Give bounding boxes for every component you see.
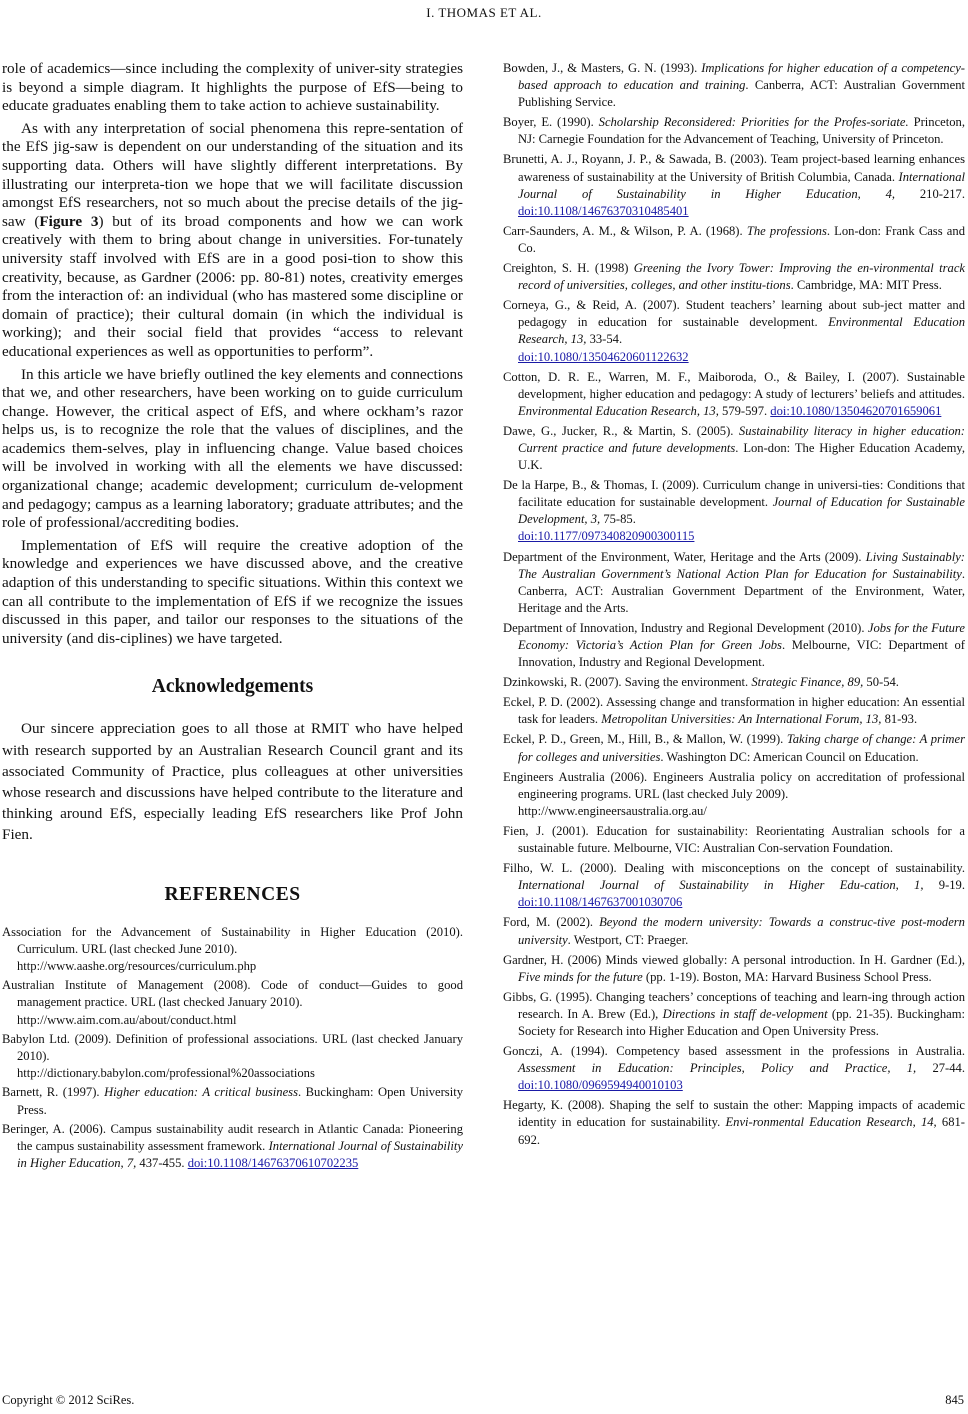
text-run: Journal of Education for Sustainable Development, 3, [518, 495, 965, 527]
text-run: Creighton, S. H. (1998) [503, 261, 634, 276]
text-run: Eckel, P. D. (2002). Assessing change and transformation in higher education: An essential task for leaders. [503, 695, 965, 727]
text-run: Gardner, H. (2006) Minds viewed globally: A personal introduction. In H. Gardner (Ed.), [503, 952, 965, 967]
reference-entry [503, 952, 965, 986]
text-run: Cotton, D. R. E., Warren, M. F., Maiboroda, O., & Bailey, I. (2007). Sustainable development, higher education and pedagogy: A study of lecturers’ beliefs and attitudes. [503, 369, 965, 401]
reference-entry [2, 1121, 463, 1173]
text-run: 681-692. [518, 1115, 965, 1147]
text-run: . Lon-don: The Higher Education Academy, U.K. [518, 440, 965, 473]
text-run: International Journal of Sustainability in Higher Edu-cation, 1, [518, 878, 924, 893]
text-run: International Journal of Sustainability in Higher Education, 4, [518, 169, 965, 201]
text-run: . Cambridge, MA: MIT Press. [790, 278, 942, 293]
reference-url[interactable]: http://www.engineersaustralia.org.au/ [518, 803, 707, 818]
reference-entry [503, 549, 965, 617]
text-run: Sustainability literacy in higher education: Current practice and future developments [518, 423, 966, 455]
text-run: Dawe, G., Jucker, R., & Martin, S. (2005). [503, 423, 739, 438]
reference-entry [503, 731, 965, 765]
text-run: Dzinkowski, R. (2007). Saving the environment. [503, 675, 752, 690]
acknowledgements-text: Our sincere appreciation goes to all those at RMIT who have helped with research supported by an Australian Research Council grant and its associated Community of Practice, plus colleagues at other universities whose research and discussions have helped contribute to the literature and thinking around EfS, especially leading EfS researchers like Prof John Fien. [2, 720, 463, 844]
reference-entry [503, 823, 965, 857]
text-run: Babylon Ltd. (2009). Definition of professional associations. URL (last checked January 2010). [2, 1031, 463, 1064]
text-run: As with any interpretation of social phenomena this repre-sentation of the EfS jig-saw is dependent on our understanding of the situation and its supporting data. Others will have slightly different interpretations. By illustrating our interpreta-tion we hope that we will facilitate discussion amongst EfS researchers, not so much about the precise details of the jig-saw ( [2, 119, 463, 230]
reference-url[interactable]: http://dictionary.babylon.com/professional%20associations [17, 1066, 315, 1081]
text-run: Higher education: A critical business [104, 1085, 298, 1100]
text-run: Fien, J. (2001). Education for sustainability: Reorientating Australian schools for a sustainable future. Melbourne, VIC: Australian Con-servation Foundation. [503, 823, 965, 856]
reference-entry [503, 694, 965, 728]
text-run: . Melbourne, VIC: Department of Innovation, Industry and Regional Development. [518, 638, 965, 670]
reference-url[interactable]: http://www.aim.com.au/about/conduct.html [17, 1012, 237, 1027]
body-paragraph: role of academics—since including the complexity of univer-sity strategies is beyond a simple diagram. It highlights the purpose of EfS—being to educate graduates enabling them to take action to achieve sustainability. [2, 60, 463, 115]
doi-link[interactable]: doi:10.1108/14676370610702235 [187, 1156, 359, 1171]
text-run: 27-44. [916, 1061, 965, 1076]
text-run: Bowden, J., & Masters, G. N. (1993). [503, 61, 702, 75]
reference-entry [503, 769, 965, 820]
text-run: Greening the Ivory Tower: Improving the en-vironmental track record of universities, colleges, and other institu-tions [518, 261, 965, 293]
text-run: Engineers Australia (2006). Engineers Australia policy on accreditation of professional engineering programs. URL (last checked July 2009). [503, 769, 965, 801]
text-run: 9-19. [923, 878, 966, 893]
copyright-footer: Copyright © 2012 SciRes. [2, 1393, 135, 1407]
text-run: Implications for higher education of a competency-based approach to education and training [518, 61, 965, 93]
doi-link[interactable]: doi:10.1108/1467637001030706 [518, 895, 683, 910]
text-run: Carr-Saunders, A. M., & Wilson, P. A. (1968). [503, 223, 747, 238]
text-run: Australian Institute of Management (2008). Code of conduct—Guides to good management practice. URL (last checked January 2010). [2, 978, 463, 1010]
doi-link[interactable]: doi:10.1080/13504620701659061 [770, 403, 942, 418]
text-run: ) but of its broad components and how we can work creatively with them to bring about change in universities. For-tunately university staff involved with EfS are in a good posi-tion to show this creativity, because, as Gardner (2006: pp. 80-81) notes, creativity emerges from the interaction of: an individual (who has mastered some discipline or domain of practice); their cultural domain (in which the individual is working); and their social field that provides “access to relevant educational experiences as well as opportunities to perform”. [2, 212, 463, 360]
reference-entry [503, 423, 965, 474]
figure-reference[interactable]: Figure 3 [39, 212, 99, 230]
text-run: . Washington DC: American Council on Education. [660, 749, 919, 764]
text-run: . Lon-don: Frank Cass and Co. [518, 223, 965, 255]
reference-entry [503, 114, 965, 148]
text-run: Jobs for the Future Economy: Victoria’s Action Plan for Green Jobs [518, 620, 966, 652]
reference-entry [503, 674, 965, 691]
text-run: 81-93. [881, 712, 918, 727]
text-run: Corneya, G., & Reid, A. (2007). Student teachers’ learning about sub-ject matter and pedagogy in education for sustainable development. [503, 298, 965, 330]
reference-entry [503, 60, 965, 111]
reference-entry [2, 1031, 463, 1083]
reference-entry [503, 620, 965, 671]
text-run: 210-217. [895, 186, 965, 201]
body-paragraph: In this article we have briefly outlined the key elements and connections that we, and other researchers, have been working on to guide curriculum change. However, the critical aspect of EfS, and where ockham’s razor helps us, is to recognize the role that the values of disciplines, and the academics them-selves, play in influencing change. Value based choices will be involved in working with all the elements we have discussed: organizational change; academic development; curriculum de-velopment and pedagogy; campus as a learning laboratory; graduate attributes; and the role of professional/accrediting bodies. [2, 365, 463, 532]
text-run: 33-54. [586, 332, 623, 347]
text-run: Princeton, NJ: Carnegie Foundation for the Advancement of Teaching, University of Princeton. [518, 115, 965, 147]
text-run: Metropolitan Universities: An International Forum, 13, [601, 712, 882, 727]
reference-entry [2, 1084, 463, 1118]
text-run: 437-455. [136, 1156, 188, 1171]
text-run: Filho, W. L. (2000). Dealing with misconceptions on the concept of sustainability. [503, 861, 965, 876]
reference-entry [503, 1097, 965, 1148]
text-run: Department of Innovation, Industry and Regional Development (2010). [503, 620, 868, 635]
text-run: 75-85. [600, 512, 636, 527]
reference-entry [503, 297, 965, 365]
text-run: Hegarty, K. (2008). Shaping the self to sustain the other: Mapping impacts of academic identity in education for sustainability. [503, 1098, 965, 1130]
text-run: Gonczi, A. (1994). Competency based assessment in the professions in Australia. [503, 1044, 965, 1059]
text-run: Brunetti, A. J., Royann, J. P., & Sawada, B. (2003). Team project-based learning enhances awareness of sustainability at the University of British Columbia, Canada. [503, 152, 965, 184]
text-run: Living Sustainably: The Australian Government’s National Action Plan for Education for Sustainability [518, 549, 966, 581]
text-run: . Canberra, ACT: Australian Government Department of the Environment, Water, Heritage and the Arts. [518, 566, 965, 615]
text-run: Strategic Finance, 89, [751, 675, 864, 690]
text-run: 50-54. [863, 675, 899, 690]
text-run: . Buckingham: Open University Press. [17, 1085, 464, 1117]
text-run: Gibbs, G. (1995). Changing teachers’ conceptions of teaching and learn-ing through action research. In A. Brew (Ed.), [503, 989, 965, 1021]
reference-entry [503, 477, 965, 545]
reference-entry [503, 223, 965, 257]
text-run: Association for the Advancement of Sustainability in Higher Education (2010). Curriculum. URL (last checked June 2010). [2, 924, 463, 956]
text-run: Assessment in Education: Principles, Policy and Practice, 1, [518, 1061, 917, 1076]
doi-link[interactable]: doi:10.1177/097340820900300115 [518, 529, 695, 544]
text-run: International Journal of Sustainability in Higher Education, 7, [17, 1139, 463, 1171]
text-run: The professions [746, 223, 827, 238]
doi-link[interactable]: doi:10.1080/0969594940010103 [518, 1078, 683, 1093]
text-run: 579-597. [718, 403, 771, 418]
references-heading: REFERENCES [164, 883, 301, 905]
text-run: . Canberra, ACT: Australian Government Publishing Service. [518, 78, 965, 110]
reference-entry [2, 924, 463, 976]
text-run: . Westport, CT: Praeger. [567, 932, 689, 947]
text-run: (pp. 1-19). Boston, MA: Harvard Business School Press. [642, 969, 932, 984]
text-run: Environmental Education Research, 13, [518, 403, 719, 418]
doi-link[interactable]: doi:10.1108/14676370310485401 [518, 203, 689, 218]
text-run: Eckel, P. D., Green, M., Hill, B., & Mallon, W. (1999). [503, 732, 787, 747]
text-run: Ford, M. (2002). [503, 915, 600, 930]
reference-entry [503, 369, 965, 420]
text-run: Environmental Education Research, 13, [518, 315, 965, 347]
text-run: (pp. 21-35). Buckingham: Society for Research into Higher Education and Open University Press. [518, 1006, 966, 1038]
text-run: Directions in staff de-velopment [662, 1006, 828, 1021]
reference-entry [2, 977, 463, 1029]
reference-entry [503, 989, 965, 1040]
text-run: Department of the Environment, Water, Heritage and the Arts (2009). [503, 549, 866, 564]
text-run: Beringer, A. (2006). Campus sustainability audit research in Atlantic Canada: Pioneering the campus sustainability assessment framework. [2, 1121, 463, 1154]
text-run: Five minds for the future [518, 969, 643, 984]
text-run: Beyond the modern university: Towards a construc-tive post-modern university [518, 915, 965, 947]
reference-entry [503, 1043, 965, 1094]
body-paragraph [2, 120, 463, 362]
reference-entry [503, 860, 965, 911]
text-run: Taking charge of change: A primer for colleges and universities [518, 732, 965, 764]
right-column [503, 60, 965, 1152]
text-run: Scholarship Reconsidered: Priorities for the Profes-soriate. [598, 115, 909, 130]
page-number: 845 [945, 1393, 964, 1407]
text-run: Barnett, R. (1997). [2, 1085, 105, 1100]
text-run: De la Harpe, B., & Thomas, I. (2009). Curriculum change in universi-ties: Conditions that facilitate education for sustainable development. [503, 478, 965, 510]
reference-entry [503, 151, 965, 219]
reference-url[interactable]: http://www.aashe.org/resources/curriculum.php [17, 959, 257, 974]
doi-link[interactable]: doi:10.1080/13504620601122632 [518, 349, 689, 364]
body-paragraph: Implementation of EfS will require the creative adoption of the knowledge and experiences we have discussed above, and the creative adaption of this understanding to specific situations. Within this context we can all contribute to the implementation of EfS if we recognize the issues discussed in this paper, and tailor our responses to the situations of the university (and dis-ciplines) we have targeted. [2, 536, 463, 647]
reference-entry [503, 260, 965, 294]
text-run: Envi-ronmental Education Research, 14, [725, 1115, 937, 1130]
running-head: I. THOMAS ET AL. [426, 5, 542, 20]
acknowledgements-heading: Acknowledgements [151, 676, 314, 698]
text-run: Boyer, E. (1990). [503, 115, 599, 130]
reference-entry [503, 914, 965, 948]
left-column [2, 60, 463, 1174]
